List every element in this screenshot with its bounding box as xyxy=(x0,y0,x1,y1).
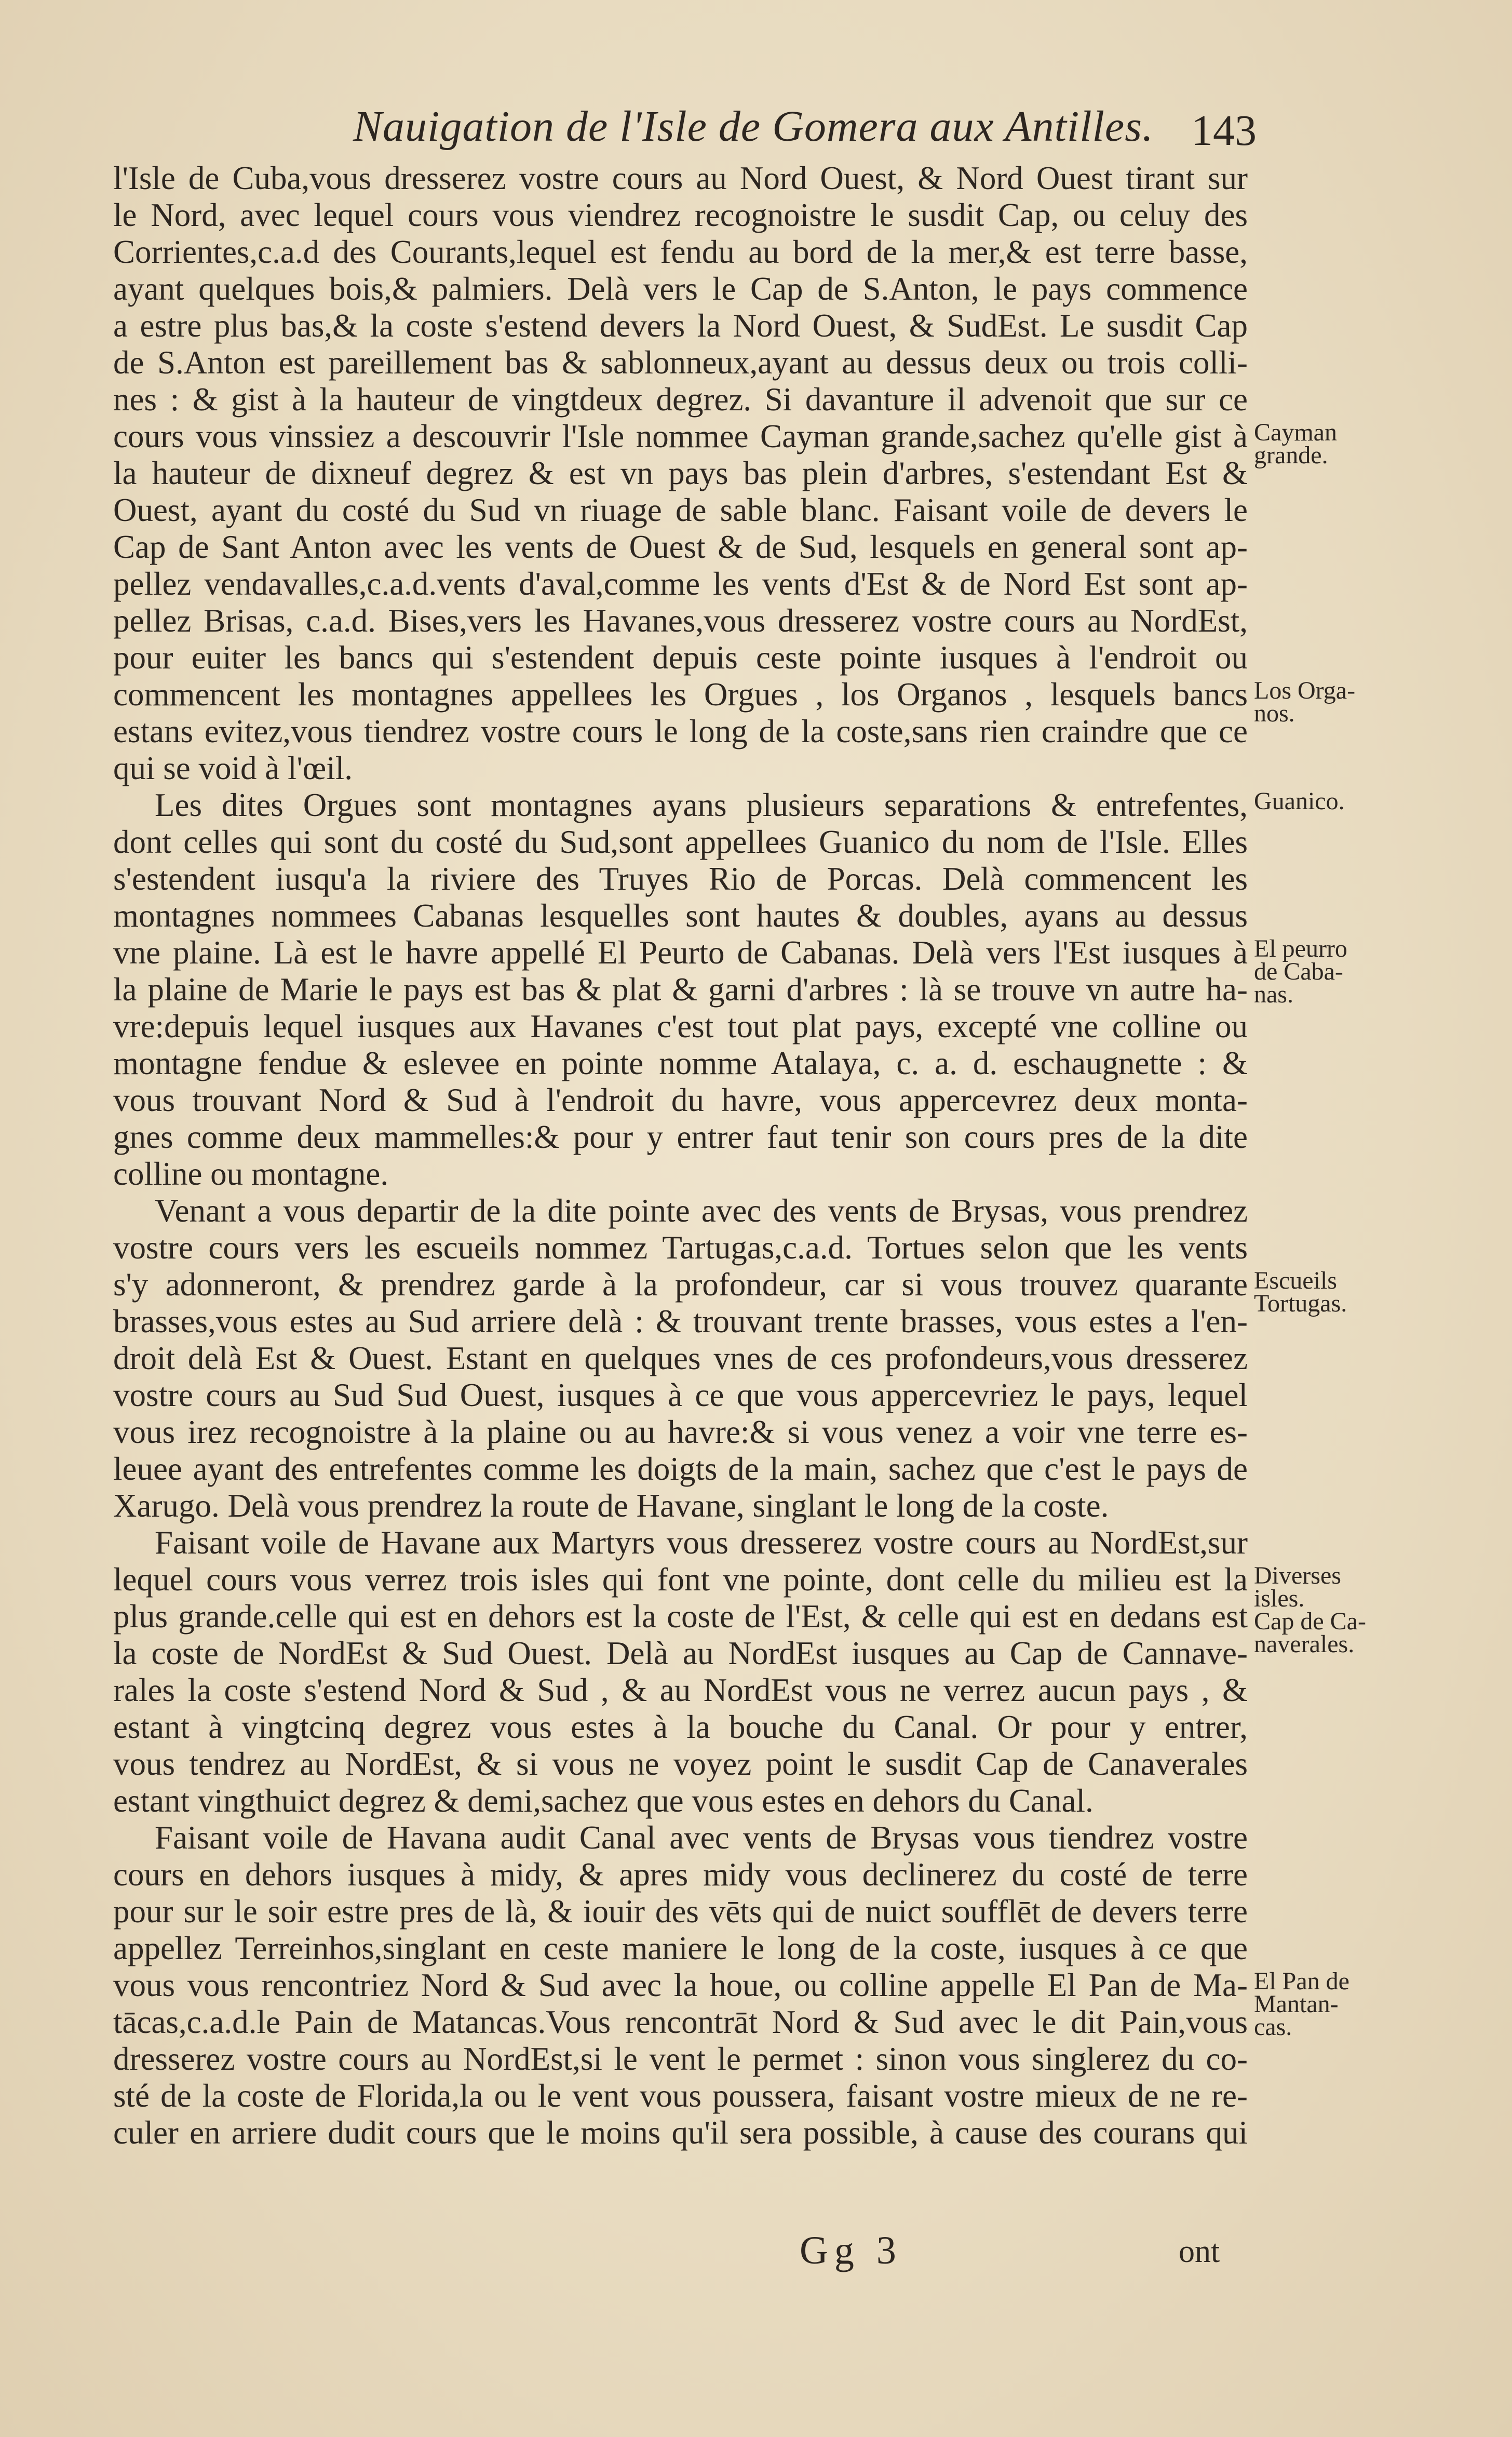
margin-note: Escueils Tortugas. xyxy=(1254,1267,1347,1317)
text-line: s'y adonneront, & prendrez garde à la profondeur, car si vous trouvez quarante xyxy=(113,1266,1248,1303)
text-line: lequel cours vous verrez trois isles qui font vne pointe, dont celle du milieu est la xyxy=(113,1561,1248,1598)
text-line: Corrientes,c.a.d des Courants,lequel est fendu au bord de la mer,& est terre basse, xyxy=(113,234,1248,270)
text-line: dont celles qui sont du costé du Sud,sont appellees Guanico du nom de l'Isle. Elles xyxy=(113,824,1248,860)
text-line: vous vous rencontriez Nord & Sud avec la houe, ou colline appelle El Pan de Ma- xyxy=(113,1967,1248,2003)
text-line: estans evitez,vous tiendrez vostre cours le long de la coste,sans rien craindre que ce xyxy=(113,713,1248,749)
margin-note: El peurro de Caba- nas. xyxy=(1254,935,1347,1008)
text-line: vous trouvant Nord & Sud à l'endroit du havre, vous appercevrez deux monta- xyxy=(113,1082,1248,1118)
main-text-block xyxy=(113,160,1248,2151)
signature-mark: Gg 3 xyxy=(800,2229,902,2272)
text-line: montagne fendue & eslevee en pointe nomme Atalaya, c. a. d. eschaugnette : & xyxy=(113,1045,1248,1081)
text-line: pour euiter les bancs qui s'estendent depuis ceste pointe iusques à l'endroit ou xyxy=(113,639,1248,676)
text-line: vre:depuis lequel iusques aux Havanes c'est tout plat pays, excepté vne colline ou xyxy=(113,1008,1248,1045)
margin-note: Los Orga- nos. xyxy=(1254,677,1356,727)
margin-note: Guanico. xyxy=(1254,787,1345,815)
running-title: Nauigation de l'Isle de Gomera aux Antilles. xyxy=(353,102,1154,151)
text-line: l'Isle de Cuba,vous dresserez vostre cours au Nord Ouest, & Nord Ouest tirant sur xyxy=(113,160,1248,196)
text-line: la hauteur de dixneuf degrez & est vn pays bas plein d'arbres, s'estendant Est & xyxy=(113,455,1248,491)
text-line: s'estendent iusqu'a la riviere des Truyes Rio de Porcas. Delà commencent les xyxy=(113,861,1248,897)
text-line: appellez Terreinhos,singlant en ceste maniere le long de la coste, iusques à ce que xyxy=(113,1930,1248,1966)
text-line: pellez vendavalles,c.a.d.vents d'aval,comme les vents d'Est & de Nord Est sont ap- xyxy=(113,566,1248,602)
text-line: estant vingthuict degrez & demi,sachez que vous estes en dehors du Canal. xyxy=(113,1783,1094,1819)
text-line: Les dites Orgues sont montagnes ayans plusieurs separations & entrefentes, xyxy=(155,787,1248,823)
text-line: tācas,c.a.d.le Pain de Matancas.Vous rencontrāt Nord & Sud avec le dit Pain,vous xyxy=(113,2004,1248,2040)
text-line: le Nord, avec lequel cours vous viendrez recognoistre le susdit Cap, ou celuy des xyxy=(113,197,1248,233)
text-line: la plaine de Marie le pays est bas & plat & garni d'arbres : là se trouve vn autre ha- xyxy=(113,971,1248,1008)
text-line: Ouest, ayant du costé du Sud vn riuage de sable blanc. Faisant voile de devers le xyxy=(113,492,1248,528)
text-line: montagnes nommees Cabanas lesquelles sont hautes & doubles, ayans au dessus xyxy=(113,898,1248,934)
text-line: a estre plus bas,& la coste s'estend devers la Nord Ouest, & SudEst. Le susdit Cap xyxy=(113,307,1248,344)
text-line: droit delà Est & Ouest. Estant en quelques vnes de ces profondeurs,vous dresserez xyxy=(113,1340,1248,1376)
margin-note: Cayman grande. xyxy=(1254,419,1337,469)
text-line: leuee ayant des entrefentes comme les doigts de la main, sachez que c'est le pays de xyxy=(113,1451,1248,1487)
text-line: pour sur le soir estre pres de là, & iouir des vēts qui de nuict soufflēt de devers terre xyxy=(113,1893,1248,1930)
margin-note: Diverses isles. Cap de Ca- naverales. xyxy=(1254,1562,1366,1658)
text-line: vne plaine. Là est le havre appellé El Peurto de Cabanas. Delà vers l'Est iusques à xyxy=(113,934,1248,971)
text-line: colline ou montagne. xyxy=(113,1156,389,1192)
text-line: Faisant voile de Havana audit Canal avec vents de Brysas vous tiendrez vostre xyxy=(155,1819,1248,1856)
text-line: vostre cours vers les escueils nommez Tartugas,c.a.d. Tortues selon que les vents xyxy=(113,1229,1248,1266)
text-line: vous irez recognoistre à la plaine ou au havre:& si vous venez a voir vne terre es- xyxy=(113,1414,1248,1450)
page-number: 143 xyxy=(1191,106,1257,155)
text-line: Xarugo. Delà vous prendrez la route de Havane, singlant le long de la coste. xyxy=(113,1488,1109,1524)
text-line: vous tendrez au NordEst, & si vous ne voyez point le susdit Cap de Canaverales xyxy=(113,1746,1248,1782)
text-line: brasses,vous estes au Sud arriere delà : & trouvant trente brasses, vous estes a l'en- xyxy=(113,1303,1248,1340)
text-line: Cap de Sant Anton avec les vents de Ouest & de Sud, lesquels en general sont ap- xyxy=(113,529,1248,565)
text-line: ayant quelques bois,& palmiers. Delà vers le Cap de S.Anton, le pays commence xyxy=(113,271,1248,307)
text-line: pellez Brisas, c.a.d. Bises,vers les Havanes,vous dresserez vostre cours au NordEst, xyxy=(113,602,1248,639)
text-line: qui se void à l'œil. xyxy=(113,750,353,786)
text-line: plus grande.celle qui est en dehors est la coste de l'Est, & celle qui est en dedans est xyxy=(113,1598,1248,1635)
running-header xyxy=(114,96,1257,158)
text-line: culer en arriere dudit cours que le moins qu'il sera possible, à cause des courans qui xyxy=(113,2114,1248,2151)
text-line: cours vous vinssiez a descouvrir l'Isle nommee Cayman grande,sachez qu'elle gist à xyxy=(113,418,1248,454)
text-line: de S.Anton est pareillement bas & sablonneux,ayant au dessus deux ou trois colli- xyxy=(113,344,1248,381)
text-line: nes : & gist à la hauteur de vingtdeux degrez. Si davanture il advenoit que sur ce xyxy=(113,381,1248,418)
margin-note: El Pan de Mantan- cas. xyxy=(1254,1967,1349,2041)
text-line: dresserez vostre cours au NordEst,si le vent le permet : sinon vous singlerez du co- xyxy=(113,2041,1248,2077)
catchword: ont xyxy=(1179,2234,1220,2269)
text-line: vostre cours au Sud Sud Ouest, iusques à ce que vous appercevriez le pays, lequel xyxy=(113,1377,1248,1413)
text-line: estant à vingtcinq degrez vous estes à la bouche du Canal. Or pour y entrer, xyxy=(113,1709,1248,1745)
text-line: commencent les montagnes appellees les Orgues , los Organos , lesquels bancs xyxy=(113,676,1248,713)
text-line: la coste de NordEst & Sud Ouest. Delà au NordEst iusques au Cap de Cannave- xyxy=(113,1635,1248,1671)
text-line: rales la coste s'estend Nord & Sud , & au NordEst vous ne verrez aucun pays , & xyxy=(113,1672,1248,1708)
text-line: Venant a vous departir de la dite pointe avec des vents de Brysas, vous prendrez xyxy=(155,1193,1248,1229)
text-line: Faisant voile de Havane aux Martyrs vous dresserez vostre cours au NordEst,sur xyxy=(155,1524,1248,1561)
text-line: gnes comme deux mammelles:& pour y entrer faut tenir son cours pres de la dite xyxy=(113,1119,1248,1155)
text-line: sté de la coste de Florida,la ou le vent vous poussera, faisant vostre mieux de ne re- xyxy=(113,2078,1248,2114)
text-line: cours en dehors iusques à midy, & apres midy vous declinerez du costé de terre xyxy=(113,1856,1248,1893)
